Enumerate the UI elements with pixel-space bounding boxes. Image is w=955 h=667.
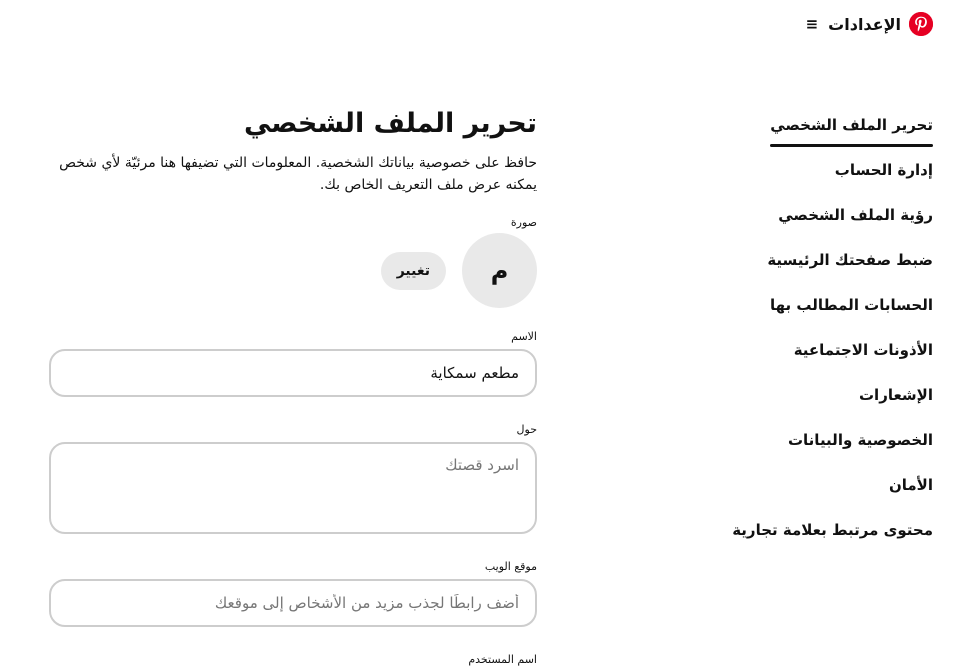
sidebar-item-branded-content[interactable]: محتوى مرتبط بعلامة تجارية <box>732 521 933 539</box>
header <box>804 12 933 36</box>
sidebar-item-account-management[interactable]: إدارة الحساب <box>834 161 933 179</box>
page-subtitle: حافظ على خصوصية بياناتك الشخصية. المعلومات التي تضيفها هنا مرئيّة لأي شخص يمكنه عرض ملف التعريف الخاص بك. <box>59 155 537 193</box>
about-label: حول <box>516 423 537 436</box>
menu-icon[interactable]: ≡ <box>805 14 819 33</box>
sidebar-item-security[interactable]: الأمان <box>888 476 933 494</box>
name-label: الاسم <box>511 330 537 343</box>
website-input[interactable] <box>49 579 537 627</box>
pinterest-logo-icon[interactable] <box>909 12 933 36</box>
sidebar-item-edit-profile[interactable]: تحرير الملف الشخصي <box>770 106 933 147</box>
website-label: موقع الويب <box>484 560 537 573</box>
pinterest-logo-icon-svg <box>909 12 933 36</box>
photo-label: صورة <box>510 216 537 229</box>
sidebar-item-notifications[interactable]: الإشعارات <box>858 386 933 404</box>
sidebar-item-social-permissions[interactable]: الأذونات الاجتماعية <box>793 341 933 359</box>
edit-profile-form <box>49 104 537 666</box>
sidebar-item-profile-visibility[interactable]: رؤية الملف الشخصي <box>778 206 933 224</box>
change-photo-button[interactable]: تغيير <box>381 252 446 290</box>
name-input[interactable] <box>49 349 537 397</box>
avatar[interactable]: م <box>462 233 537 308</box>
page-title: تحرير الملف الشخصي <box>243 108 537 139</box>
sidebar-item-privacy-data[interactable]: الخصوصية والبيانات <box>787 431 933 449</box>
settings-sidebar <box>733 106 933 556</box>
settings-title: الإعدادات <box>828 14 901 34</box>
sidebar-item-claimed-accounts[interactable]: الحسابات المطالب بها <box>769 296 933 314</box>
about-textarea[interactable] <box>49 442 537 534</box>
sidebar-item-home-feed-tuner[interactable]: ضبط صفحتك الرئيسية <box>767 251 933 269</box>
username-label: اسم المستخدم <box>468 653 537 666</box>
photo-row <box>49 233 537 308</box>
